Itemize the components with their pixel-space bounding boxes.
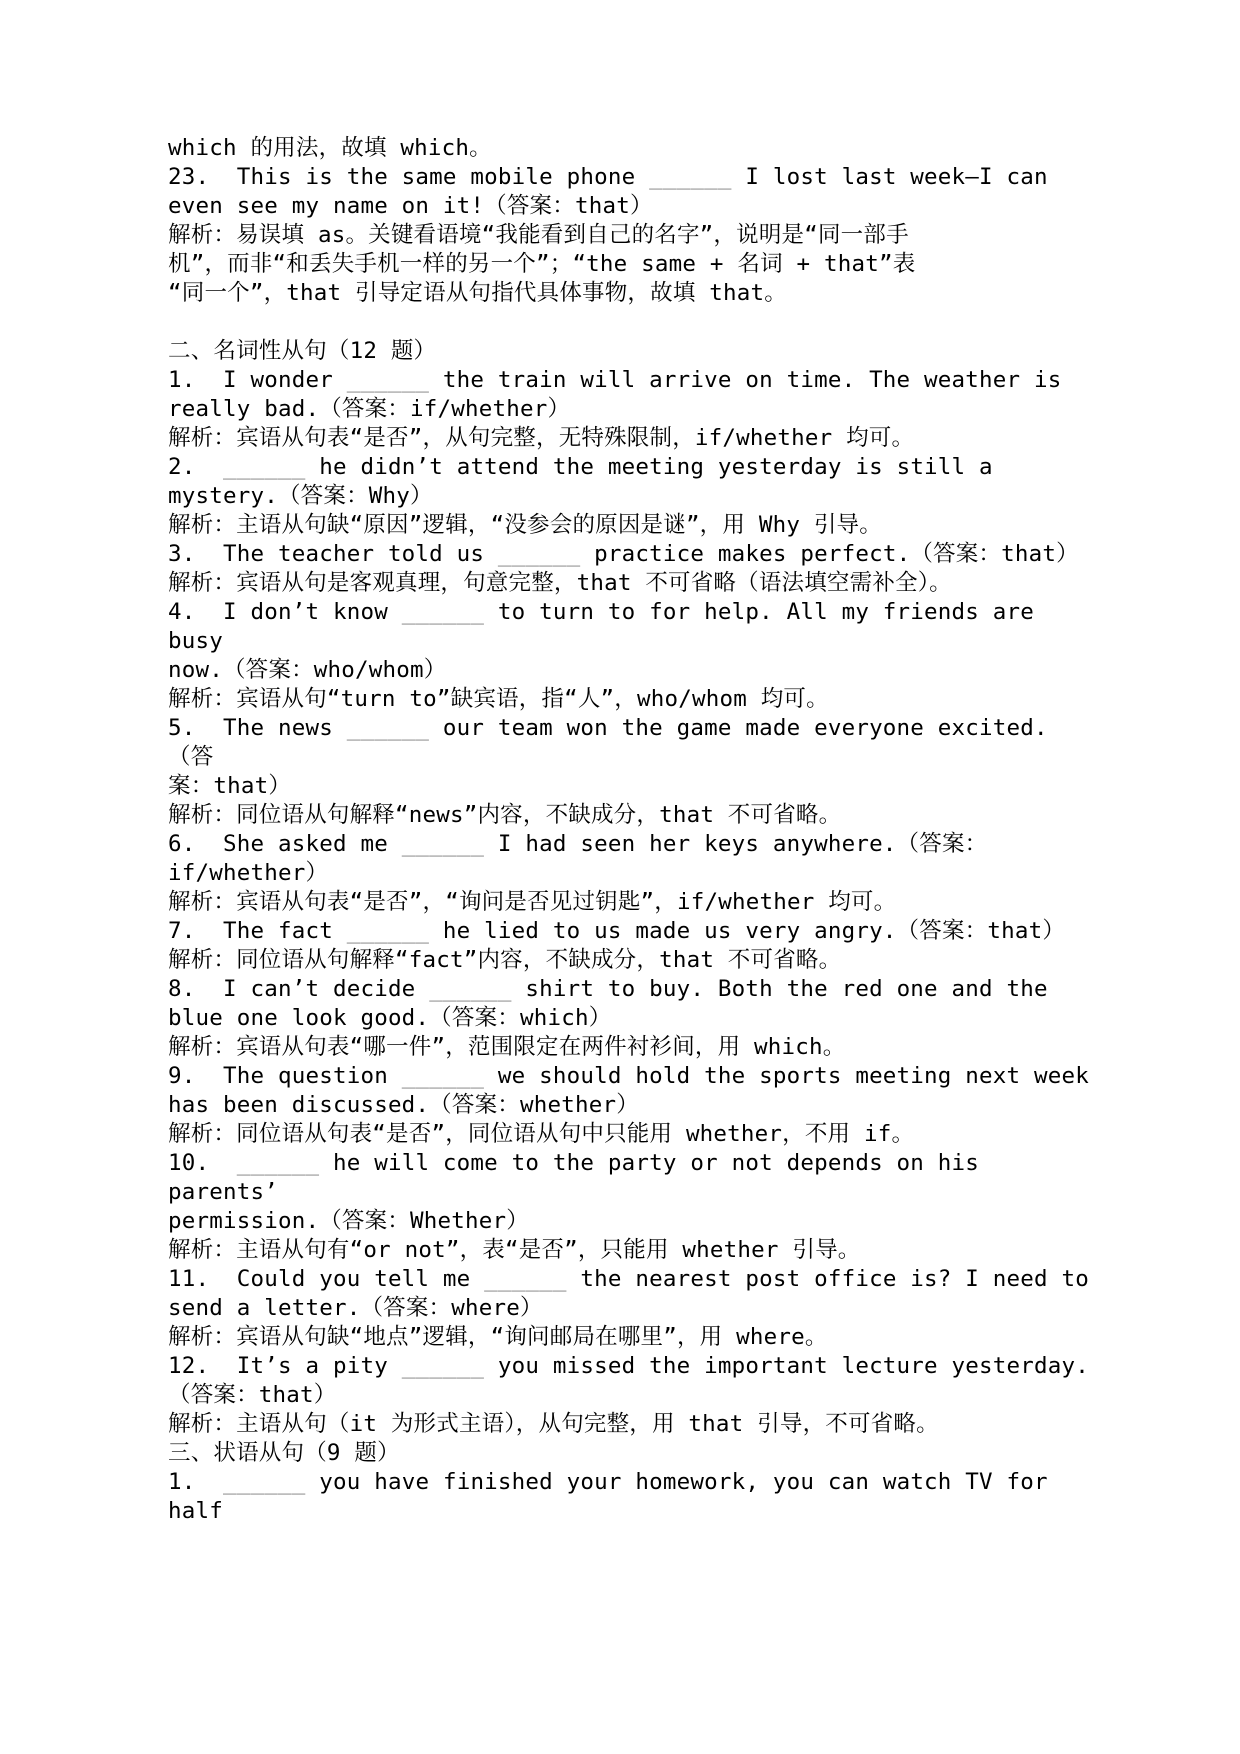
doc-line: send a letter.（答案：where） [168,1295,543,1321]
doc-line: really bad.（答案：if/whether） [168,396,571,422]
doc-line-analysis: 解析：宾语从句表“是否”，“询问是否见过钥匙”，if/whether 均可。 [168,889,897,915]
doc-line-question: 23. This is the same mobile phone ______ I lost last week—I can [168,164,1048,190]
doc-line-question: 10. ______ he will come to the party or not depends on his parents’ [168,1150,993,1205]
doc-line-question: 4. I don’t know ______ to turn to for help. All my friends are busy [168,599,1048,654]
doc-line-question: 5. The news ______ our team won the game made everyone excited.（答 [168,715,1048,770]
fill-in-blank-underline: ______ [401,1063,485,1089]
section-heading-noun-clauses: 二、名词性从句（12 题） [168,338,437,364]
doc-line: now.（答案：who/whom） [168,657,447,683]
doc-line-analysis: 解析：主语从句（it 为形式主语），从句完整，用 that 引导，不可省略。 [168,1411,939,1437]
doc-line-analysis: 解析：同位语从句表“是否”，同位语从句中只能用 whether，不用 if。 [168,1121,915,1147]
fill-in-blank-underline: ______ [401,599,485,625]
fill-in-blank-underline: ______ [649,164,732,190]
blank-line [168,308,1092,337]
fill-in-blank-underline: ______ [223,454,306,480]
fill-in-blank-underline: ______ [401,831,485,857]
fill-in-blank-underline: ______ [401,1353,485,1379]
doc-line-analysis: 解析：主语从句有“or not”，表“是否”，只能用 whether 引导。 [168,1237,861,1263]
doc-line-analysis: 解析：宾语从句是客观真理，句意完整，that 不可省略（语法填空需补全）。 [168,570,952,596]
doc-line: which 的用法，故填 which。 [168,135,492,161]
doc-line: 案：that） [168,773,292,799]
doc-line-analysis: 解析：同位语从句解释“news”内容，不缺成分，that 不可省略。 [168,802,842,828]
doc-line-question: 9. The question ______ we should hold the sports meeting next week [168,1063,1090,1089]
doc-line-analysis: 解析：宾语从句表“是否”，从句完整，无特殊限制，if/whether 均可。 [168,425,915,451]
doc-line-question: 8. I can’t decide ______ shirt to buy. Both the red one and the [168,976,1048,1002]
doc-line-analysis: 解析：宾语从句表“哪一件”，范围限定在两件衬衫间，用 which。 [168,1034,846,1060]
doc-line-question: 12. It’s a pity ______ you missed the important lecture yesterday. [168,1353,1090,1379]
fill-in-blank-underline: ______ [346,367,430,393]
doc-line-analysis: 解析：主语从句缺“原因”逻辑，“没参会的原因是谜”，用 Why 引导。 [168,512,882,538]
fill-in-blank-underline: ______ [223,1469,306,1495]
doc-line-question: 7. The fact ______ he lied to us made us very angry.（答案：that） [168,918,1066,944]
section-heading-adverbial-clauses: 三、状语从句（9 题） [168,1440,400,1466]
fill-in-blank-underline: ______ [484,1266,567,1292]
doc-line-analysis: “同一个”，that 引导定语从句指代具体事物，故填 that。 [168,280,787,306]
doc-line: blue one look good.（答案：which） [168,1005,612,1031]
doc-line: has been discussed.（答案：whether） [168,1092,639,1118]
fill-in-blank-underline: ______ [236,1150,320,1176]
doc-line-question: 6. She asked me ______ I had seen her keys anywhere.（答案： [168,831,988,857]
fill-in-blank-underline: ______ [346,918,430,944]
doc-line: mystery.（答案：Why） [168,483,433,509]
doc-line-question: 11. Could you tell me ______ the nearest post office is? I need to [168,1266,1090,1292]
fill-in-blank-underline: ______ [497,541,581,567]
doc-line: even see my name on it!（答案：that） [168,193,653,219]
doc-line-analysis: 解析：宾语从句“turn to”缺宾语，指“人”，who/whom 均可。 [168,686,829,712]
doc-line-question: 1. I wonder ______ the train will arrive on time. The weather is [168,367,1062,393]
doc-line-analysis: 解析：易误填 as。关键看语境“我能看到自己的名字”，说明是“同一部手 [168,222,909,248]
doc-line-analysis: 解析：同位语从句解释“fact”内容，不缺成分，that 不可省略。 [168,947,842,973]
document-body [168,134,1092,1526]
fill-in-blank-underline: ______ [346,715,430,741]
doc-line: if/whether） [168,860,329,886]
doc-line-question: 2. ______ he didn’t attend the meeting yesterday is still a [168,454,993,480]
doc-line: permission.（答案：Whether） [168,1208,529,1234]
fill-in-blank-underline: ______ [429,976,512,1002]
doc-line-analysis: 机”，而非“和丢失手机一样的另一个”；“the same + 名词 + that”表 [168,251,916,277]
doc-line-analysis: 解析：宾语从句缺“地点”逻辑，“询问邮局在哪里”，用 where。 [168,1324,828,1350]
doc-line-question: 3. The teacher told us ______ practice makes perfect.（答案：that） [168,541,1079,567]
doc-line: （答案：that） [168,1382,337,1408]
doc-line-question: 1. ______ you have finished your homework, you can watch TV for half [168,1469,1062,1524]
